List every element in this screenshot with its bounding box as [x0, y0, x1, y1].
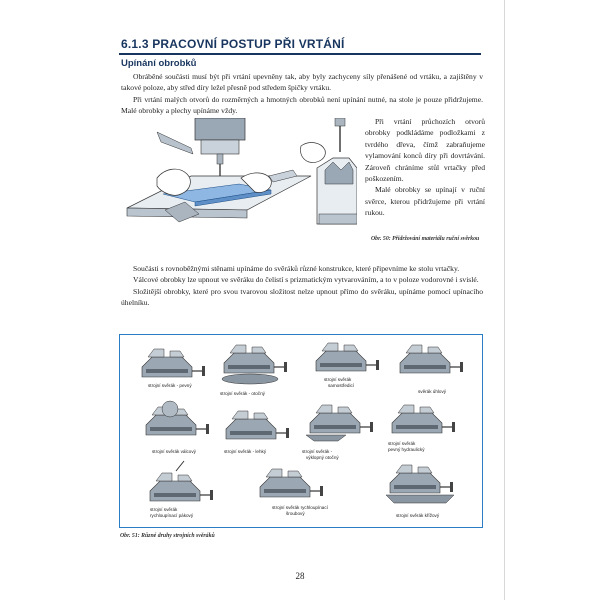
vise-label: samostředicí [328, 383, 355, 388]
vise-self-centering [316, 343, 379, 388]
figure-50-illustration [121, 118, 357, 246]
body-paragraph-4: Válcové obrobky lze upnout ve svěráku do čelistí s prizmatickým vytvarováním, a to v poloze vodorovné i svislé. [133, 275, 479, 285]
body-text [121, 263, 483, 309]
body-paragraph-5: Složitější obrobky, které pro svou tvarovou složitost nelze upnout přímo do svěráku, upínáme pomocí upínacího úhelníku. [121, 286, 483, 308]
vise-tilting-rotary [302, 405, 373, 460]
figure-51-frame [119, 334, 483, 528]
intro-paragraph-1: Obráběné součásti musí být při vrtání upevněny tak, aby byly zachyceny síly přenášené od vrtáku, a zajištěny v takové poloze, aby střed díry ležel přesně pod středem špičky vrtáku. [121, 72, 483, 93]
page-edge [504, 0, 505, 600]
figure-50-text-paragraph-2: Malé obrobky se upínají v ruční svěrce, kterou přidržujeme při vrtání rukou. [365, 185, 485, 218]
vise-label: strojní svěrák - [302, 449, 333, 454]
vise-label: svěrák úhlový [418, 389, 447, 394]
figure-50-text [365, 116, 485, 219]
vise-label: výklopný otočný [306, 455, 339, 460]
vise-label: strojní svěrák - pevný [148, 383, 192, 388]
vise-fixed [142, 349, 205, 388]
vise-label: pevný hydraulický [388, 447, 425, 452]
vise-label: rychloupínací pákový [150, 513, 194, 518]
vise-label: strojní svěrák rychloupínací [272, 505, 328, 510]
vise-cross [386, 465, 454, 518]
figure-50-caption: Obr. 50: Přidržování materiálu ruční svěrkou [371, 236, 480, 242]
vise-light [224, 411, 289, 454]
vise-label: strojní svěrák - lehký [224, 449, 267, 454]
intro-paragraph-2: Při vrtání malých otvorů do rozměrných a hmotných obrobků není upínání nutné, na stole je pouze přidržujeme. Malé obrobky a plechy upínáme vždy. [121, 94, 483, 116]
vise-label: strojní svěrák křížový [396, 513, 440, 518]
intro-text [121, 71, 483, 117]
figure-50-text-paragraph-1: Při vrtání průchozích otvorů obrobky podkládáme podložkami z tvrdého dřeva, čímž zabraňujeme vylamování konců díry při dovrtávání. Zároveň chráníme stůl vrtačky před poškozením. [365, 117, 485, 184]
figure-51-vise-grid [120, 335, 481, 526]
vise-label: strojní svěrák - otočný [220, 391, 265, 396]
vise-label: šroubový [286, 511, 305, 516]
vise-rotary [220, 345, 287, 396]
vise-quick-screw [260, 469, 329, 516]
vise-label: strojní svěrák [324, 377, 352, 382]
vise-label: strojní svěrák válcový [152, 449, 196, 454]
vise-quick-lever [150, 461, 213, 518]
page-number: 28 [295, 571, 305, 581]
vise-hydraulic [388, 405, 455, 452]
vise-cylindrical [146, 401, 209, 454]
section-heading: 6.1.3 PRACOVNÍ POSTUP PŘI VRTÁNÍ [121, 37, 345, 51]
body-paragraph-3: Součásti s rovnoběžnými stěnami upínáme do svěráků různé konstrukce, které připevníme ke stolu vrtačky. [133, 264, 460, 273]
subheading: Upínání obrobků [121, 58, 197, 69]
vise-angle [400, 345, 463, 394]
heading-rule [119, 53, 481, 55]
vise-label: strojní svěrák [150, 507, 178, 512]
vise-label: strojní svěrák [388, 441, 416, 446]
figure-51-caption: Obr. 51: Různé druhy strojních svěráků [120, 533, 215, 539]
